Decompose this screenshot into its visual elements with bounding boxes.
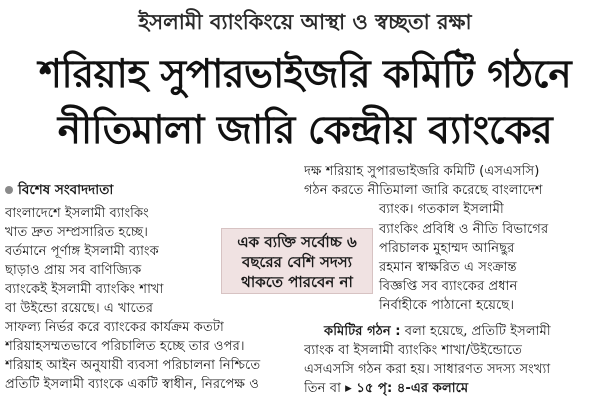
right-line: বিজ্ঞপ্তি সব ব্যাংকের প্রধান (379, 279, 518, 295)
left-line: ব্যাংকেই ইসলামী ব্যাংকিং শাখা (5, 282, 164, 297)
left-line: শরিয়াহ আইন অনুযায়ী ব্যবসা পরিচালনা নিশ্চিতে (5, 358, 261, 373)
right-line: রহমান স্বাক্ষরিত এ সংক্রান্ত (379, 260, 517, 276)
right-line: ব্যাংকিং প্রবিধি ও নীতি বিভাগের (379, 221, 549, 237)
bullet-icon (5, 186, 13, 194)
headline-line-1: শরিয়াহ সুপারভাইজরি কমিটি গঠনে (38, 52, 572, 97)
left-line: সাফল্য নির্ভর করে ব্যাংকের কার্যক্রম কতটা (5, 320, 224, 335)
right-line (304, 322, 604, 341)
subhead-label: কমিটির গঠন : (324, 323, 401, 339)
right-line (304, 379, 604, 398)
kicker: ইসলামী ব্যাংকিংয়ে আস্থা ও স্বচ্ছতা রক্ষা (138, 10, 472, 34)
headline-line-2: নীতিমালা জারি কেন্দ্রীয় ব্যাংকের (57, 108, 553, 153)
right-line: ব্যাংক। গতকাল ইসলামী (379, 202, 504, 218)
right-line: পরিচালক মুহাম্মদ আনিছুর (379, 240, 515, 256)
right-line: নির্বাহীকে পাঠানো হয়েছে। (379, 298, 515, 314)
right-line: দক্ষ শরিয়াহ সুপারভাইজরি কমিটি (এসএসসি) (304, 164, 540, 179)
left-line: বাংলাদেশে ইসলামী ব্যাংকিং (5, 206, 149, 221)
right-column (304, 162, 604, 398)
right-line: গঠন করতে নীতিমালা জারি করেছে বাংলাদেশ (304, 183, 543, 199)
right-line: ব্যাংক বা ইসলামী ব্যাংকিং শাখা/উইন্ডোতে (304, 342, 523, 358)
left-line: বা উইন্ডো রয়েছে। এ খাতের (5, 301, 154, 316)
continued-text: ১৫ পৃ: ৪-এর কলামে (356, 381, 469, 397)
left-line: শরিয়াহসম্মতভাবে পরিচালিত হচ্ছে তার ওপর। (5, 339, 245, 354)
pull-quote: এক ব্যক্তি সর্বোচ্চ ৬ বছরের বেশি সদস্য থাকতে পারবেন না (221, 228, 373, 294)
byline-text: বিশেষ সংবাদদাতা (18, 182, 114, 198)
left-line: খাত দ্রুত সম্প্রসারিত হচ্ছে। (5, 225, 148, 240)
continued-marker[interactable]: ▸ ১৫ পৃ: ৪-এর কলামে (345, 381, 469, 397)
left-line: বর্তমানে পূর্ণাঙ্গ ইসলামী ব্যাংক (5, 244, 159, 259)
right-tail-text: তিন বা (304, 381, 341, 397)
left-line: প্রতিটি ইসলামী ব্যাংকে একটি স্বাধীন, নিরপেক্ষ ও (5, 377, 259, 392)
subhead-text: বলা হয়েছে, প্রতিটি ইসলামী (404, 323, 551, 339)
left-line: ছাড়াও প্রায় সব বাণিজ্যিক (5, 263, 142, 278)
right-line: এসএসসি গঠন করা হয়। সাধারণত সদস্য সংখ্যা (304, 362, 551, 378)
byline (5, 179, 113, 202)
